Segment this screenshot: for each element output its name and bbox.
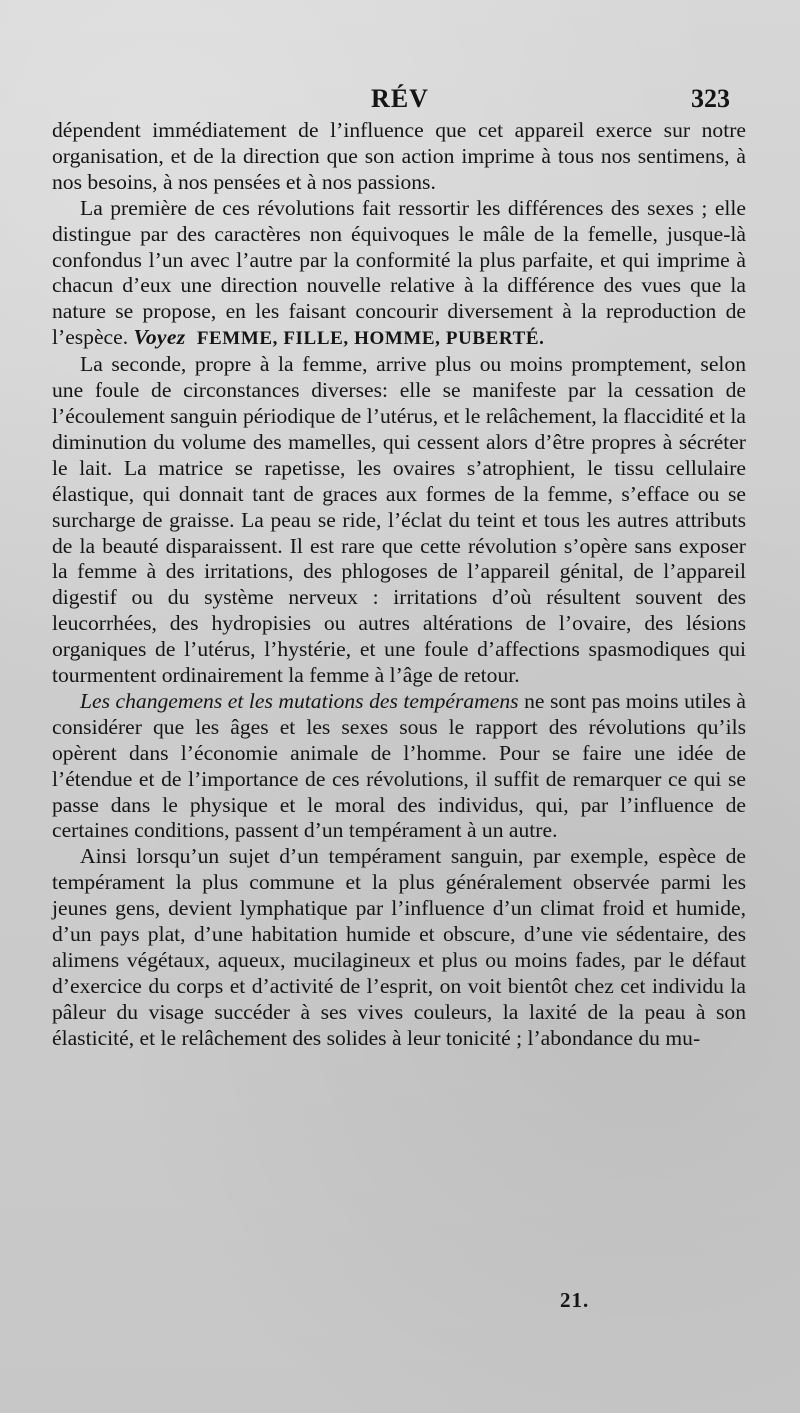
paragraph-4 [52,689,746,844]
page-header [52,84,748,118]
paragraph-5 [52,844,746,1051]
paragraph-5-text: Ainsi lorsqu’un sujet d’un tempérament sanguin, par exemple, espèce de tempérament la plus commune et la plus généralement observée parmi les jeunes gens, devient lymphatique par l’influence d’un climat froid et humide, d’un pays plat, d’une habitation humide et obscure, d’une vie sédentaire, des alimens végétaux, aqueux, mucilagineux et plus ou moins fades, par le défaut d’exercice du corps et d’activité de l’esprit, on voit bientôt chez cet individu la pâleur du visage succéder à ses vives couleurs, la laxité de la peau à son élasticité, et le relâchement des solides à leur tonicité ; l’abondance du mu- [52,844,746,1050]
paragraph-2-text: La première de ces révolutions fait ressortir les différences des sexes ; elle distingue par des caractères non équivoques le mâle de la femelle, jusque-là confondus l’un avec l’autre par la conformité la plus parfaite, et qui imprime à chacun d’eux une direction nouvelle relative à la différence des vues que la nature se propose, en les faisant concourir diversement à la reproduction de l’espèce. [52,195,746,350]
paragraph-4-italic: Les changemens et les mutations des tempéramens [80,688,519,713]
running-head: RÉV [371,84,429,113]
paragraph-2 [52,196,746,352]
paragraph-4-text: ne sont pas moins utiles à considérer que les âges et les sexes sous le rapport des révolutions qu’ils opèrent dans l’économie animale de l’homme. Pour se faire une idée de l’étendue et de l’importance de ces révolutions, il suffit de remarquer ce qui se passe dans le physique et le moral des individus, qui, par l’influence de certaines conditions, passent d’un tempérament à un autre. [52,688,746,843]
paragraph-3-text: La seconde, propre à la femme, arrive plus ou moins promptement, selon une foule de circonstances diverses: elle se manifeste par la cessation de l’écoulement sanguin périodique de l’utérus, et le relâchement, la flaccidité et la diminution du volume des mamelles, qui cessent alors d’être propres à sécréter le lait. La matrice se rapetisse, les ovaires s’atrophient, le tissu cellulaire élastique, qui donnait tant de graces aux formes de la femme, s’efface ou se surcharge de graisse. La peau se ride, l’éclat du teint et tous les autres attributs de la beauté disparaissent. Il est rare que cette révolution s’opère sans exposer la femme à des irritations, des phlogoses de l’appareil génital, de l’appareil digestif ou du système nerveux : irritations d’où résultent souvent des leucorrhées, des hydropisies ou autres altérations de l’ovaire, des lésions organiques de l’utérus, l’hystérie, et une foule d’affections spasmodiques qui tourmentent ordinairement la femme à l’âge de retour. [52,352,746,688]
paragraph-3 [52,352,746,689]
see-also-entries: FEMME, FILLE, HOMME, PUBERTÉ. [196,328,545,350]
paragraph-1 [52,118,746,196]
paragraph-1-text: dépendent immédiatement de l’influence que cet appareil exerce sur notre organisation, et de la direction que son action imprime à tous nos sentimens, à nos besoins, à nos pensées et à nos passions. [52,118,746,194]
signature-mark: 21. [560,1288,590,1312]
body-text [52,118,746,1052]
page-number: 323 [691,84,730,113]
voyez-italic: Voyez [133,325,186,350]
